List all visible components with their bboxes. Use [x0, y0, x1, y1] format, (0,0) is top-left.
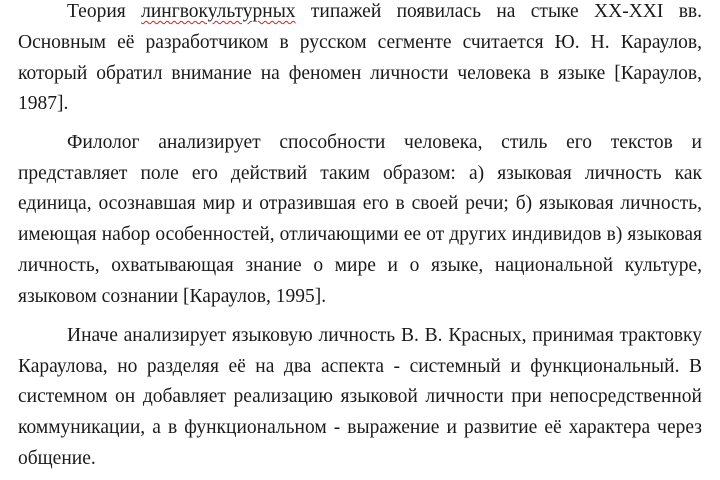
text-line: имеющая набор особенностей, отличающими ее от других индивидов в) языковая: [18, 224, 702, 245]
text-line: Филолог анализирует способности человека, стиль его текстов и: [67, 132, 702, 153]
text-fragment: типажей появилась на стыке XX-XXI вв.: [295, 1, 702, 22]
text-line: представляет поле его действий таким образом: а) языковая личность как: [18, 163, 702, 184]
text-line: коммуникации, а в функциональном - выражение и развитие её характера через: [18, 417, 702, 438]
text-line: языковом сознании [Караулов, 1995].: [18, 286, 327, 307]
misspelled-word[interactable]: лингвокультурных: [141, 1, 296, 22]
text-line: личность, охватывающая знание о мире и о языке, национальной культуре,: [18, 255, 702, 276]
text-line: Иначе анализирует языковую личность В. В. Красных, принимая трактовку: [67, 325, 702, 346]
text-line: Караулова, но разделяя её на два аспекта - системный и функциональный. В: [18, 356, 702, 377]
text-fragment: Теория: [67, 1, 142, 22]
text-line: общение.: [18, 448, 96, 469]
text-line: 1987].: [18, 93, 69, 114]
text-line: который обратил внимание на феномен личности человека в языке [Караулов,: [18, 63, 702, 84]
text-line: единица, осознавшая мир и отразившая его в своей речи; б) языковая личность,: [18, 193, 702, 214]
text-line: Основным её разработчиком в русском сегменте считается Ю. Н. Караулов,: [18, 32, 702, 53]
text-line: системном он добавляет реализацию языковой личности при непосредственной: [18, 386, 702, 407]
text-line: [18, 0, 702, 27]
